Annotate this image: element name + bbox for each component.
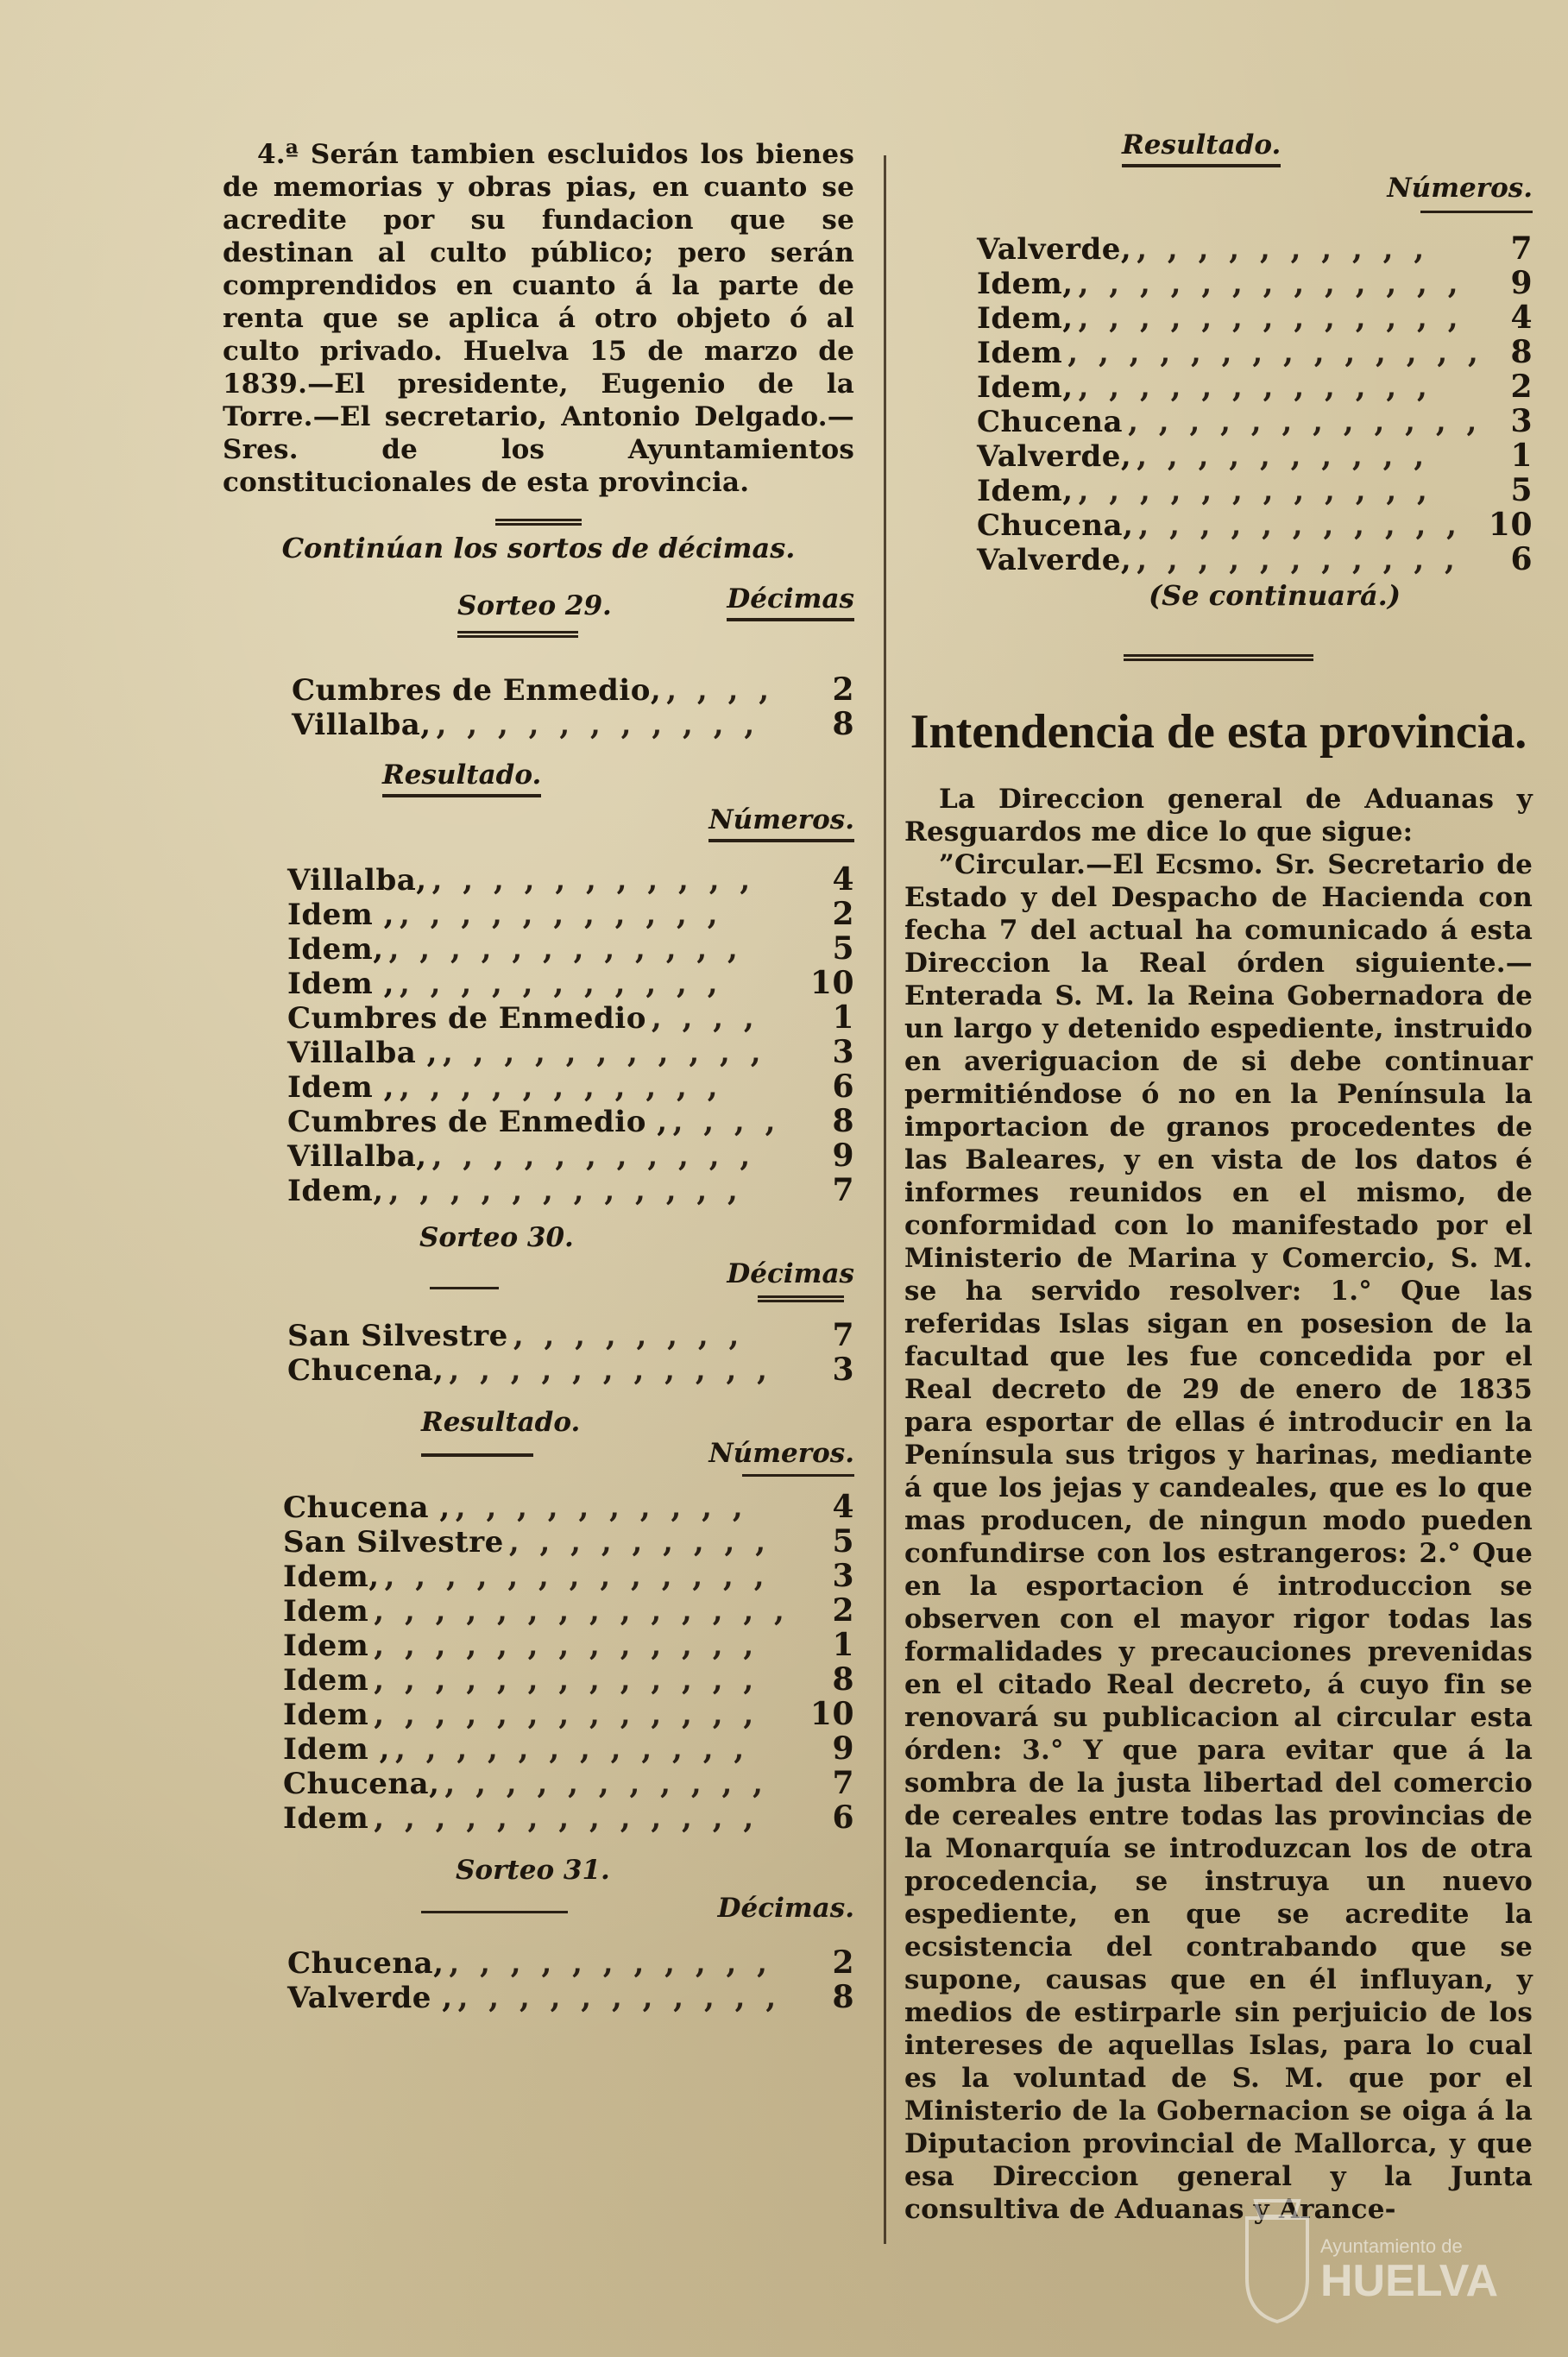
list-item xyxy=(283,1801,854,1836)
leader-dots: , , , , , , , , , , , xyxy=(399,1070,723,1105)
list-item xyxy=(977,370,1533,405)
number-value: 10 xyxy=(1488,507,1533,543)
separator xyxy=(1124,653,1313,662)
place-name: Villalba, xyxy=(287,863,427,898)
left-column xyxy=(223,138,854,2015)
list-item xyxy=(977,267,1533,301)
continuara-note: (Se continuará.) xyxy=(1149,579,1401,612)
number-value: 6 xyxy=(832,1799,854,1836)
place-name: Chucena, xyxy=(977,508,1134,543)
list-item xyxy=(283,1629,854,1663)
leader-dots: , , , , , , , , , , , , xyxy=(1128,405,1483,439)
sorteo-30-resultados-list xyxy=(223,1490,854,1836)
sorteo-29-title: Sorteo 29. xyxy=(457,590,612,621)
place-name: Idem xyxy=(283,1629,369,1663)
leader-dots: , , , , , , , , , , xyxy=(1137,439,1430,474)
list-item xyxy=(287,1319,854,1353)
number-value: 3 xyxy=(832,1034,854,1070)
number-value: 3 xyxy=(832,1352,854,1388)
sorteo-31 xyxy=(223,1855,854,2015)
leader-dots: , , , , , , , , , , , xyxy=(436,708,760,742)
separator xyxy=(742,1474,854,1477)
leader-dots: , , , , , , , , , , , , , xyxy=(384,1560,770,1594)
number-value: 5 xyxy=(1510,472,1533,508)
place-name: Villalba , xyxy=(287,1036,438,1070)
number-value: 1 xyxy=(832,999,854,1036)
place-name: Chucena, xyxy=(283,1767,440,1801)
leader-dots: , , , , , , , , , , , , xyxy=(388,1174,743,1208)
leader-dots: , , , , , , , , , , , , xyxy=(388,932,743,967)
resultado-label: Resultado. xyxy=(382,759,541,797)
leader-dots: , , , , , , , , , , , xyxy=(442,1036,766,1070)
place-name: Cumbres de Enmedio, xyxy=(292,673,662,708)
resultado-label: Resultado. xyxy=(1122,129,1281,167)
sorteo-30-title: Sorteo 30. xyxy=(419,1222,574,1253)
sorteo-29-resultados-list xyxy=(223,863,854,1208)
number-value: 5 xyxy=(832,930,854,967)
list-item xyxy=(977,508,1533,543)
article-4-paragraph: 4.ª Serán tambien escluidos los bienes de memorias y obras pias, en cuanto se acredite por su fundacion que se destinan al culto público; pero serán comprendidos en cuanto á la parte de renta que se aplica á otro objeto ó al culto privado. Huelva 15 de marzo de 1839.—El presidente, Eugenio de la Torre.—El secretario, Antonio Delgado.—Sres. de los Ayuntamientos constitucionales de esta provincia. xyxy=(223,139,854,498)
list-item xyxy=(287,1353,854,1388)
number-value: 10 xyxy=(809,1696,854,1732)
number-value: 2 xyxy=(832,896,854,932)
place-name: Chucena xyxy=(977,405,1124,439)
number-value: 2 xyxy=(832,671,854,708)
number-value: 8 xyxy=(832,1103,854,1139)
leader-dots: , , , , , , , , , , , , , xyxy=(1078,301,1464,336)
separator xyxy=(1420,211,1533,213)
list-item xyxy=(977,543,1533,577)
number-value: 3 xyxy=(832,1558,854,1594)
place-name: Idem xyxy=(283,1698,369,1732)
numeros-label: Números. xyxy=(708,1438,854,1469)
separator xyxy=(495,518,582,526)
sorteo-29-decimas-list xyxy=(223,673,854,742)
list-item xyxy=(287,1105,854,1139)
number-value: 8 xyxy=(1510,334,1533,370)
number-value: 4 xyxy=(832,861,854,898)
number-value: 6 xyxy=(1510,541,1533,577)
place-name: Idem , xyxy=(283,1732,390,1767)
number-value: 7 xyxy=(832,1317,854,1353)
leader-dots: , , , , , , , , , , , xyxy=(449,1353,772,1388)
list-item xyxy=(977,301,1533,336)
huelva-seal-watermark xyxy=(1221,2184,1499,2330)
place-name: Idem, xyxy=(977,301,1074,336)
list-item xyxy=(287,1946,854,1981)
list-item xyxy=(283,1698,854,1732)
place-name: Cumbres de Enmedio xyxy=(287,1001,646,1036)
list-item xyxy=(977,336,1533,370)
list-item xyxy=(977,232,1533,267)
list-item xyxy=(287,1001,854,1036)
leader-dots: , , , , , , , , , , xyxy=(1137,232,1430,267)
leader-dots: , , , , , , , , , , , xyxy=(431,863,756,898)
place-name: Idem xyxy=(283,1801,369,1836)
leader-dots: , , , , , , , , , , , , xyxy=(1078,474,1433,508)
leader-dots: , , , , xyxy=(666,673,775,708)
sorteo-31-decimas-list xyxy=(223,1946,854,2015)
leader-dots: , , , , , , , , , xyxy=(508,1525,771,1560)
sorteo-29 xyxy=(223,583,854,1208)
leader-dots: , , , , , , , , , , , , , xyxy=(374,1629,759,1663)
place-name: Idem , xyxy=(287,1070,394,1105)
decimas-label: Décimas xyxy=(727,1258,854,1289)
leader-dots: , , , , , , , , , , , , , xyxy=(374,1801,759,1836)
column-divider xyxy=(884,155,886,2244)
section-title: Intendencia de esta provincia. xyxy=(910,705,1527,759)
shield-icon xyxy=(1247,2218,1307,2322)
number-value: 4 xyxy=(1510,299,1533,336)
separator xyxy=(457,630,578,639)
number-value: 4 xyxy=(832,1489,854,1525)
number-value: 2 xyxy=(832,1592,854,1629)
place-name: Villalba, xyxy=(292,708,431,742)
leader-dots: , , , , , , , , , , , , , , xyxy=(1067,336,1483,370)
number-value: 10 xyxy=(809,965,854,1001)
numeros-label: Números. xyxy=(708,804,854,842)
list-item xyxy=(977,474,1533,508)
leader-dots: , , , , , , , , , , , , , xyxy=(374,1663,759,1698)
list-item xyxy=(977,405,1533,439)
place-name: Valverde, xyxy=(977,439,1132,474)
leader-dots: , , , , xyxy=(651,1001,759,1036)
decimas-label: Décimas. xyxy=(717,1893,854,1924)
number-value: 7 xyxy=(1510,230,1533,267)
watermark-bottom-text: HUELVA xyxy=(1320,2256,1499,2306)
place-name: Valverde, xyxy=(977,543,1132,577)
place-name: Idem, xyxy=(287,1174,384,1208)
separator xyxy=(430,1287,499,1289)
number-value: 9 xyxy=(1510,265,1533,301)
list-item xyxy=(287,863,854,898)
list-item xyxy=(292,673,854,708)
place-name: Valverde, xyxy=(977,232,1132,267)
number-value: 8 xyxy=(832,706,854,742)
leader-dots: , , , , , , , , , , , , , xyxy=(374,1698,759,1732)
leader-dots: , , , , , , , , , , , xyxy=(1137,543,1460,577)
sorteo-31-title: Sorteo 31. xyxy=(456,1855,610,1886)
list-item xyxy=(283,1767,854,1801)
continue-heading: Continúan los sortos de décimas. xyxy=(281,532,796,564)
leader-dots: , , , , , , , , , , , xyxy=(399,898,723,932)
place-name: Valverde , xyxy=(287,1981,453,2015)
leader-dots: , , , , , , , , , , , , xyxy=(1078,370,1433,405)
leader-dots: , , , , , , , , , , , xyxy=(449,1946,772,1981)
place-name: Villalba, xyxy=(287,1139,427,1174)
place-name: Idem xyxy=(283,1663,369,1698)
list-item xyxy=(287,898,854,932)
place-name: Idem, xyxy=(977,267,1074,301)
number-value: 9 xyxy=(832,1138,854,1174)
place-name: Cumbres de Enmedio , xyxy=(287,1105,668,1139)
number-value: 2 xyxy=(1510,369,1533,405)
place-name: Idem, xyxy=(283,1560,380,1594)
place-name: Idem, xyxy=(287,932,384,967)
leader-dots: , , , , , , , , , , , , xyxy=(394,1732,750,1767)
resultado-label: Resultado. xyxy=(421,1407,581,1438)
list-item xyxy=(283,1490,854,1525)
leader-dots: , , , , , , , , , , , , , , xyxy=(374,1594,790,1629)
leader-dots: , , , , , , , , , , , xyxy=(399,967,723,1001)
list-item xyxy=(287,967,854,1001)
decimas-label: Décimas xyxy=(727,583,854,621)
list-item xyxy=(287,1036,854,1070)
separator xyxy=(758,1295,844,1303)
intro-paragraph: La Direccion general de Aduanas y Resguardos me dice lo que sigue: xyxy=(904,784,1533,848)
separator xyxy=(421,1911,568,1913)
leader-dots: , , , , , , , , xyxy=(513,1319,745,1353)
list-item xyxy=(287,932,854,967)
place-name: Idem xyxy=(977,336,1063,370)
place-name: Chucena , xyxy=(283,1490,450,1525)
list-item xyxy=(283,1594,854,1629)
leader-dots: , , , , , , , , , , , xyxy=(457,1981,782,2015)
list-item xyxy=(283,1732,854,1767)
leader-dots: , , , , , , , , , , , xyxy=(431,1139,756,1174)
number-value: 9 xyxy=(832,1730,854,1767)
list-item xyxy=(977,439,1533,474)
number-value: 3 xyxy=(1510,403,1533,439)
sorteo-30 xyxy=(223,1222,854,1836)
numeros-label: Números. xyxy=(1387,173,1533,204)
place-name: San Silvestre xyxy=(287,1319,508,1353)
list-item xyxy=(287,1174,854,1208)
number-value: 1 xyxy=(832,1627,854,1663)
list-item xyxy=(287,1070,854,1105)
number-value: 2 xyxy=(832,1944,854,1981)
place-name: Idem xyxy=(283,1594,369,1629)
number-value: 7 xyxy=(832,1765,854,1801)
list-item xyxy=(283,1663,854,1698)
sorteo-30-decimas-list xyxy=(223,1319,854,1388)
right-column xyxy=(904,129,1533,2226)
right-resultados-list xyxy=(904,232,1533,577)
number-value: 8 xyxy=(832,1661,854,1698)
leader-dots: , , , , xyxy=(672,1105,781,1139)
place-name: Idem , xyxy=(287,898,394,932)
list-item xyxy=(292,708,854,742)
number-value: 6 xyxy=(832,1068,854,1105)
place-name: Idem, xyxy=(977,370,1074,405)
place-name: Chucena, xyxy=(287,1353,444,1388)
place-name: San Silvestre xyxy=(283,1525,504,1560)
number-value: 5 xyxy=(832,1523,854,1560)
list-item xyxy=(287,1139,854,1174)
place-name: Idem, xyxy=(977,474,1074,508)
leader-dots: , , , , , , , , , , xyxy=(455,1490,748,1525)
list-item xyxy=(283,1560,854,1594)
crown-icon xyxy=(1256,2201,1299,2216)
number-value: 7 xyxy=(832,1172,854,1208)
separator xyxy=(421,1453,533,1457)
watermark-top-text: Ayuntamiento de xyxy=(1320,2235,1463,2257)
number-value: 1 xyxy=(1510,438,1533,474)
place-name: Idem , xyxy=(287,967,394,1001)
place-name: Chucena, xyxy=(287,1946,444,1981)
leader-dots: , , , , , , , , , , , xyxy=(1138,508,1462,543)
leader-dots: , , , , , , , , , , , xyxy=(444,1767,768,1801)
circular-paragraph: ”Circular.—El Ecsmo. Sr. Secretario de Estado y del Despacho de Hacienda con fecha 7 del actual ha comunicado á esta Direccion la Real órden siguiente.—Enterada S. M. la Reina Gobernadora de un largo y detenido espediente, instruido en averiguacion de si debe continuar permitiéndose ó no en la Península la importacion de granos procedentes de las Baleares, y en vista de los datos é informes reunidos en el mismo, de conformidad con lo manifestado por el Ministerio de Marina y Comercio, S. M. se ha servido resolver: 1.° Que las referidas Islas sigan en posesion de la facultad que les fue concedida por el Real decreto de 29 de enero de 1835 para esportar de ellas é introducir en la Península sus trigos y harinas, mediante á que los jejas y candeales, que es lo que mas producen, de ningun modo pueden confundirse con los estrangeros: 2.° Que en la esportacion é introduccion se observen con el mayor rigor todas las formalidades y precauciones prevenidas en el citado Real decreto, á cuyo fin se renovará su publicacion al circular esta órden: 3.° Y que para evitar que á la sombra de la justa libertad del comercio de cereales entre todas las provincias de la Monarquía se introduzcan los de otra procedencia, se instruya un nuevo espediente, en que se acredite la ecsistencia del contrabando que se supone, causas que en él influyan, y medios de estirparle sin perjuicio de los intereses de aquellas Islas, para lo cual es la voluntad de S. M. que por el Ministerio de la Gobernacion se oiga á la Diputacion provincial de Mallorca, y que esa Direccion general y la Junta consultiva de Aduanas y Arance- xyxy=(904,849,1533,2225)
number-value: 8 xyxy=(832,1979,854,2015)
list-item xyxy=(287,1981,854,2015)
leader-dots: , , , , , , , , , , , , , xyxy=(1078,267,1464,301)
list-item xyxy=(283,1525,854,1560)
